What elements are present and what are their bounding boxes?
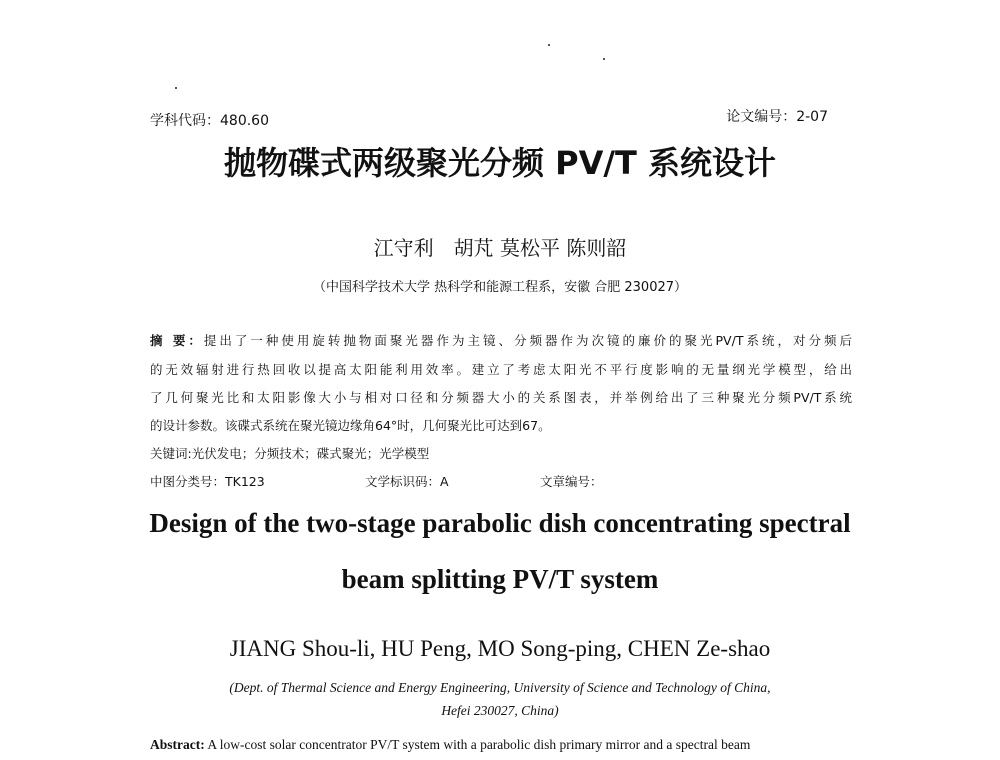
scan-speck <box>603 58 605 60</box>
chinese-affiliation: （中国科学技术大学 热科学和能源工程系，安徽 合肥 230027） <box>312 280 688 295</box>
subject-code: 学科代码：480.60 <box>150 113 269 129</box>
english-affiliation: (Dept. of Thermal Science and Energy Engineering, University of Science and Technology of China, <box>229 680 771 695</box>
paper-number: 论文编号：2-07 <box>726 109 828 125</box>
scan-speck <box>175 87 177 89</box>
english-authors: JIANG Shou-li, HU Peng, MO Song-ping, CHEN Ze-shao <box>229 636 771 661</box>
english-title-line: beam splitting PV/T system <box>341 564 659 594</box>
article-number: 文章编号： <box>540 474 603 489</box>
chinese-authors: 江守利 胡芃 莫松平 陈则韶 <box>373 236 627 260</box>
clc-number: 中图分类号：TK123 <box>150 474 265 489</box>
cn-abstract-line: 的设计参数。该碟式系统在聚光镜边缘角64°时，几何聚光比可达到67。 <box>150 418 551 433</box>
cn-abstract-label: 摘 要： <box>150 333 204 348</box>
chinese-title: 抛物碟式两级聚光分频 PV/T 系统设计 <box>223 144 777 182</box>
english-title-line: Design of the two-stage parabolic dish concentrating spectral <box>149 508 851 538</box>
cn-abstract-line: 的无效辐射进行热回收以提高太阳能利用效率。建立了考虑太阳光不平行度影响的无量纲光学模型，给出 <box>150 362 852 377</box>
scan-speck <box>548 44 550 46</box>
english-abstract: Abstract: A low-cost solar concentrator PV/T system with a parabolic dish primary mirror and a spectral beam <box>150 737 751 752</box>
cn-abstract-line: 摘 要：提出了一种使用旋转抛物面聚光器作为主镜、分频器作为次镜的廉价的聚光PV/T系统，对分频后 <box>150 333 852 348</box>
english-abstract-label: Abstract: <box>150 737 205 752</box>
english-affiliation: Hefei 230027, China) <box>441 703 559 718</box>
keywords: 关键词:光伏发电；分频技术；碟式聚光；光学模型 <box>150 446 430 461</box>
document-code: 文学标识码：A <box>365 474 449 489</box>
cn-abstract-line: 了几何聚光比和太阳影像大小与相对口径和分频器大小的关系图表，并举例给出了三种聚光分频PV/T系统 <box>150 390 852 405</box>
